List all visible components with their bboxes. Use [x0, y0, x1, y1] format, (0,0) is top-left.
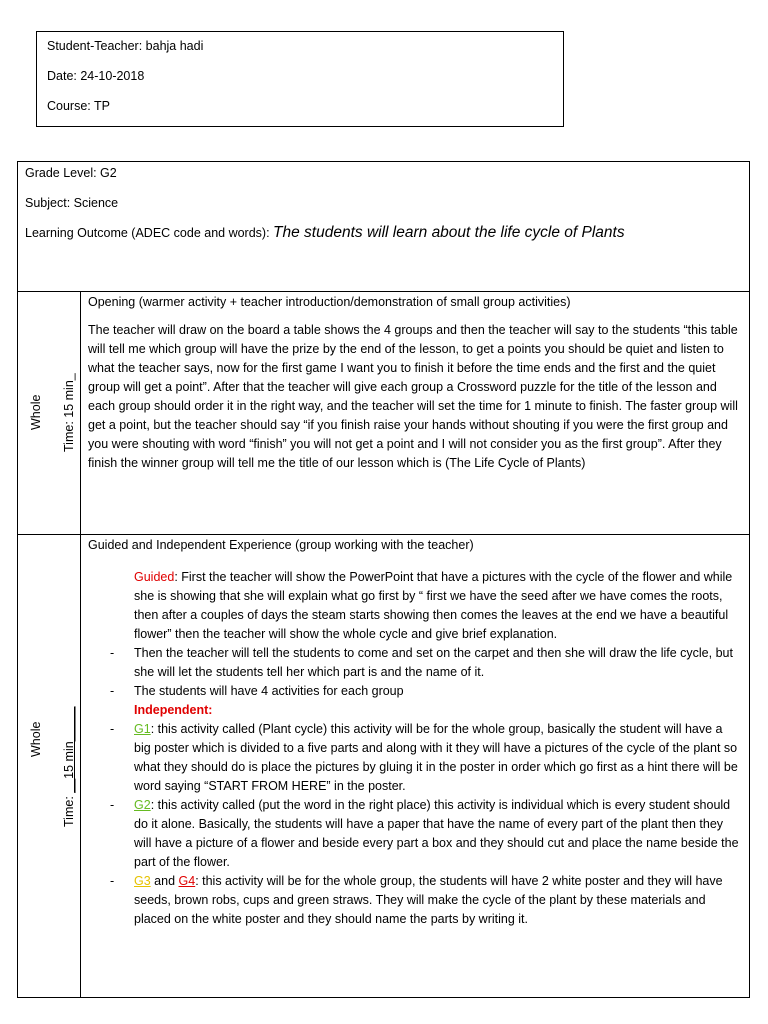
lesson-plan-table: [17, 161, 750, 998]
guided-time-label: [60, 707, 78, 827]
guided-time-value: __15 min_____: [62, 706, 76, 793]
guided-text: : First the teacher will show the PowerPoint that have a pictures with the cycle of the flower and while she is showing that she will explain what go first by “ first we have the seed after we have comes the roots, then after a couples of days the steam starts showing then comes the leaves at the end we have a beautiful flower” then the teacher will show the whole cycle and give brief explanation.: [134, 570, 733, 641]
guided-grouping-label: Whole: [29, 721, 43, 757]
g3-label: G3: [134, 874, 151, 888]
grade-level: Grade Level: G2: [25, 166, 117, 180]
outcome-text: The students will learn about the life cycle of Plants: [273, 224, 625, 241]
guided-row: [18, 535, 749, 997]
outcome-label: Learning Outcome (ADEC code and words):: [25, 226, 274, 240]
g4-label: G4: [178, 874, 196, 888]
opening-time-label: Time: 15 min_: [62, 373, 76, 452]
item-carpet: Then the teacher will tell the students to come and set on the carpet and then she will draw the life cycle, but she will let the students tell her which part is and the name of it.: [134, 646, 733, 679]
and-text: and: [150, 874, 179, 888]
dash-bullet: -: [110, 874, 115, 888]
opening-heading: Opening (warmer activity + teacher introduction/demonstration of small group activities): [88, 295, 571, 309]
date-line: Date: 24-10-2018: [47, 69, 145, 83]
dash-bullet: -: [110, 722, 115, 736]
list-item: [88, 720, 742, 796]
item-activities: The students will have 4 activities for each group: [134, 684, 404, 698]
opening-row: [18, 292, 749, 535]
learning-outcome: [25, 224, 742, 242]
subject: Subject: Science: [25, 196, 119, 210]
course-line: Course: TP: [47, 99, 110, 113]
g2-label: G2: [134, 798, 151, 812]
student-info-box: [36, 31, 564, 127]
g2-text: : this activity called (put the word in the right place) this activity is individual which is every student should do it alone. Basically, the students will have a paper that have the name of every part of the plant then they will have a picture of a flower and beside every part a box and they should cut and place the name beside the part of the flower.: [134, 798, 739, 869]
g34-text: : this activity will be for the whole group, the students will have 2 white poster and they will have seeds, brown robs, cups and green straws. They will make the cycle of the plant by these materials and placed on the white poster and they should name the parts by writing it.: [134, 874, 723, 926]
guided-label: Guided: [134, 570, 175, 584]
student-teacher-line: Student-Teacher: bahja hadi: [47, 39, 204, 53]
g1-label: G1: [134, 722, 151, 736]
lesson-info-row: [18, 162, 749, 292]
g1-text: : this activity called (Plant cycle) this activity will be for the whole group, basically the student will have a big poster which is divided to a five parts and along with it they will have a pictures of the cycle of the plant so what they should do is place the pictures by gluing it in the poster in order which go first as a hint there will be word saying “START FROM HERE” in the poster.: [134, 722, 738, 793]
dash-bullet: -: [110, 646, 115, 660]
opening-body: The teacher will draw on the board a table shows the 4 groups and then the teacher will say to the students “this table will tell me which group will have the prize by the end of the lesson, to get a points you should be quiet and listen to what the teacher says, now for the first game I want you to finish it before the time ends and the first and the quiet group will get a point”. After that the teacher will give each group a Crossword puzzle for the title of the lesson and each group should order it in the right way, and the teacher will set the time for 1 minute to finish. The faster group will get a point, but the teacher should say “if you finish raise your hands without shouting if you were the first group and you were shouting with word “finish” you will not get a point and I will not consider you as the first group”. After they finish the winner group will tell me the title of our lesson which is (The Life Cycle of Plants): [88, 323, 738, 470]
guided-heading: Guided and Independent Experience (group working with the teacher): [88, 538, 474, 552]
opening-grouping-label: Whole: [29, 394, 43, 430]
independent-label: Independent:: [134, 703, 213, 717]
list-item: [88, 568, 742, 644]
list-item: [88, 796, 742, 872]
guided-time-prefix: Time:: [62, 792, 76, 827]
opening-side-cell: [18, 292, 81, 534]
list-item: [88, 701, 742, 720]
guided-list: [88, 568, 742, 929]
opening-content: [81, 292, 749, 534]
list-item: [88, 682, 742, 701]
list-item: [88, 872, 742, 929]
dash-bullet: -: [110, 684, 115, 698]
guided-content: [81, 535, 749, 997]
dash-bullet: -: [110, 798, 115, 812]
list-item: [88, 644, 742, 682]
guided-side-cell: [18, 535, 81, 997]
